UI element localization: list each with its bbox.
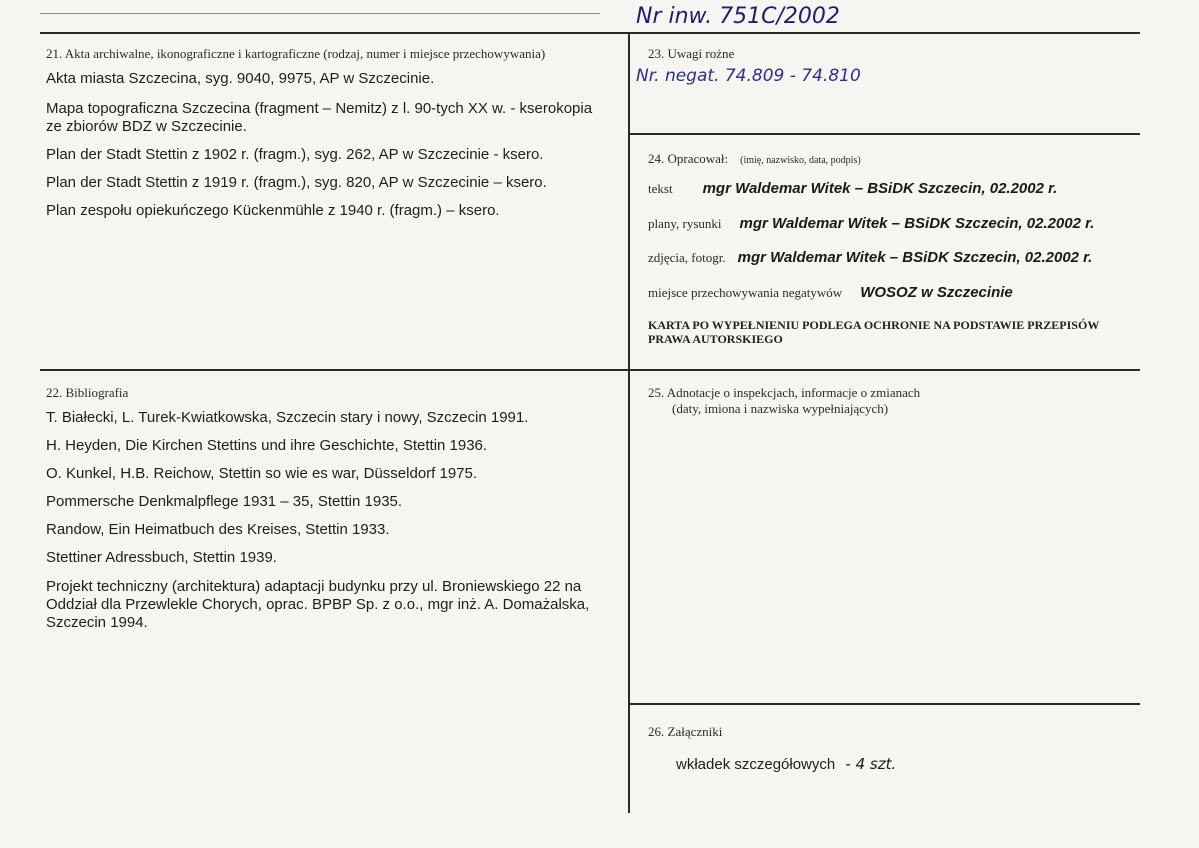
- copyright-notice-line1: KARTA PO WYPEŁNIENIU PODLEGA OCHRONIE NA PODSTAWIE PRZEPISÓW: [648, 318, 1100, 332]
- author-row-value: mgr Waldemar Witek – BSiDK Szczecin, 02.2002 r.: [739, 215, 1095, 232]
- section24-title: 24. Opracował:: [648, 151, 729, 166]
- author-row-photos: [648, 249, 1092, 266]
- section21-item: Plan zespołu opiekuńczego Kückenmühle z 1940 r. (fragm.) – ksero.: [46, 202, 500, 219]
- bibliography-item: O. Kunkel, H.B. Reichow, Stettin so wie es war, Düsseldorf 1975.: [46, 465, 478, 482]
- author-row-label: zdjęcia, fotogr.: [648, 250, 726, 265]
- section24-heading: [648, 150, 861, 168]
- bibliography-item: Stettiner Adressbuch, Stettin 1939.: [46, 549, 277, 566]
- section21-item: Mapa topograficzna Szczecina (fragment – Nemitz) z l. 90-tych XX w. - kserokopia: [46, 100, 593, 117]
- bibliography-item: H. Heyden, Die Kirchen Stettins und ihre Geschichte, Stettin 1936.: [46, 437, 488, 454]
- author-row-text: [648, 180, 1057, 197]
- attachments-count-handwritten: - 4 szt.: [845, 755, 897, 773]
- bibliography-item: Szczecin 1994.: [46, 614, 148, 631]
- center-divider: [628, 32, 630, 813]
- section25-title-line1: 25. Adnotacje o inspekcjach, informacje o zmianach: [648, 385, 921, 400]
- attachments-label: wkładek szczegółowych: [676, 756, 836, 773]
- bibliography-item: T. Białecki, L. Turek-Kwiatkowska, Szczecin stary i nowy, Szczecin 1991.: [46, 409, 529, 426]
- author-row-value: WOSOZ w Szczecinie: [860, 284, 1013, 301]
- top-rule: [40, 13, 600, 14]
- copyright-notice: [648, 318, 1099, 346]
- section24-title-note: (imię, nazwisko, data, podpis): [740, 155, 861, 166]
- section25-title-line2: (daty, imiona i nazwiska wypełniających): [672, 401, 889, 416]
- author-row-negatives: [648, 284, 1013, 301]
- section21-item: ze zbiorów BDZ w Szczecinie.: [46, 118, 247, 135]
- section21-title: 21. Akta archiwalne, ikonograficzne i kartograficzne (rodzaj, numer i miejsce przechowywania): [46, 46, 546, 61]
- bibliography-item: Projekt techniczny (architektura) adaptacji budynku przy ul. Broniewskiego 22 na: [46, 578, 582, 595]
- right-line-24-25: [629, 369, 1140, 371]
- right-line-25-26: [629, 703, 1140, 705]
- author-row-label: miejsce przechowywania negatywów: [648, 285, 843, 300]
- section26-title: 26. Załączniki: [648, 724, 723, 739]
- right-line-23-24: [629, 133, 1140, 135]
- bibliography-item: Pommersche Denkmalpflege 1931 – 35, Stettin 1935.: [46, 493, 403, 510]
- author-row-value: mgr Waldemar Witek – BSiDK Szczecin, 02.2002 r.: [737, 249, 1093, 266]
- attachments-value: [676, 755, 896, 773]
- section22-title: 22. Bibliografia: [46, 385, 129, 400]
- author-row-plans: [648, 215, 1094, 232]
- section23-title: 23. Uwagi rożne: [648, 46, 735, 61]
- bibliography-item: Oddział dla Przewlekle Chorych, oprac. BPBP Sp. z o.o., mgr inż. A. Domażalska,: [46, 596, 590, 613]
- inventory-number: Nr inw. 751C/2002: [636, 4, 840, 29]
- section21-item: Plan der Stadt Stettin z 1919 r. (fragm.), syg. 820, AP w Szczecinie – ksero.: [46, 174, 547, 191]
- negative-numbers-handwritten: Nr. negat. 74.809 - 74.810: [636, 66, 861, 86]
- author-row-label: tekst: [648, 181, 673, 196]
- section21-item: Plan der Stadt Stettin z 1902 r. (fragm.), syg. 262, AP w Szczecinie - ksero.: [46, 146, 544, 163]
- author-row-label: plany, rysunki: [648, 216, 722, 231]
- bibliography-item: Randow, Ein Heimatbuch des Kreises, Stettin 1933.: [46, 521, 390, 538]
- header-line: [40, 32, 1140, 34]
- section21-item: Akta miasta Szczecina, syg. 9040, 9975, AP w Szczecinie.: [46, 70, 435, 87]
- left-mid-line: [40, 369, 629, 371]
- copyright-notice-line2: PRAWA AUTORSKIEGO: [648, 332, 783, 346]
- section25-title: [648, 385, 920, 417]
- author-row-value: mgr Waldemar Witek – BSiDK Szczecin, 02.2002 r.: [702, 180, 1058, 197]
